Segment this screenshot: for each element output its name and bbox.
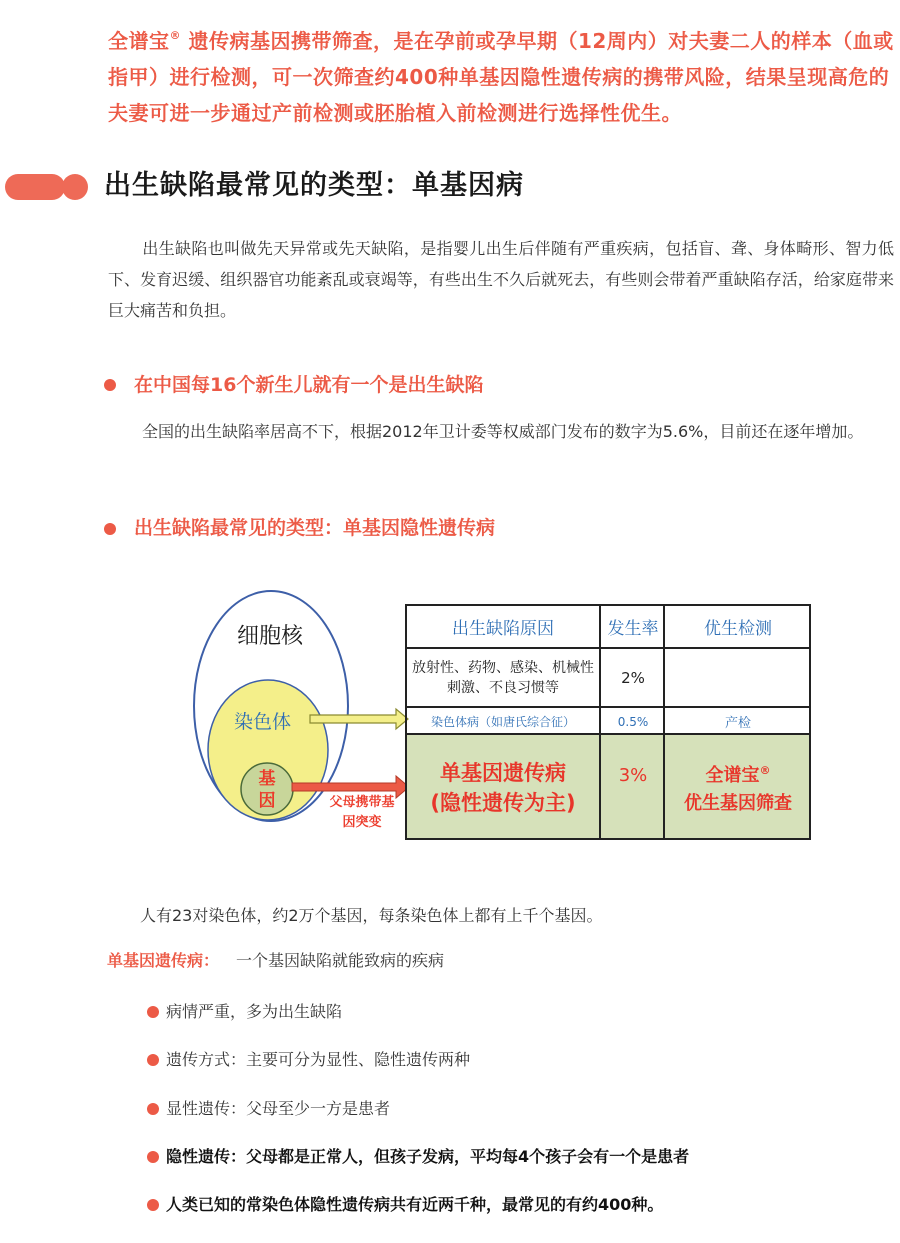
- brand-screening-line: [706, 757, 771, 790]
- table-header-test: 优生检测: [663, 604, 811, 648]
- chromosome-label: 染色体: [234, 711, 292, 733]
- bullet-dot-icon: [147, 1054, 159, 1066]
- definition-text: 一个基因缺陷就能致病的疾病: [236, 951, 445, 970]
- table-row-rate: 0.5%: [599, 706, 665, 735]
- single-gene-disease-label: 单基因遗传病: [440, 760, 566, 785]
- recessive-main-label: (隐性遗传为主): [430, 790, 576, 815]
- brand-name: 全谱宝: [705, 765, 760, 786]
- list-item: 人类已知的常染色体隐性遗传病共有近两千种，最常见的有约400种。: [166, 1195, 664, 1214]
- bullet-dot-icon: [147, 1199, 159, 1211]
- table-header-cause: 出生缺陷原因: [452, 618, 554, 639]
- bullet-dot-icon: [104, 523, 116, 535]
- intro-paragraph: [108, 18, 898, 131]
- section-paragraph: [108, 233, 894, 326]
- table-row-rate: 2%: [599, 647, 665, 707]
- birth-defect-rate-paragraph: [108, 416, 894, 447]
- table-row-cause: 放射性、药物、感染、机械性刺激、不良习惯等: [405, 647, 601, 707]
- birth-defect-rate-text: 全国的出生缺陷率居高不下，根据2012年卫计委等权威部门发布的数字为5.6%，目前还在逐年增加。: [142, 422, 864, 441]
- birth-defect-table: [405, 604, 811, 840]
- registered-mark: ®: [169, 29, 181, 42]
- table-row-test: [663, 647, 811, 707]
- section-title: 出生缺陷最常见的类型：单基因病: [104, 170, 524, 201]
- heading-dot-icon: [62, 174, 88, 200]
- screening-name: 优生基因筛查: [684, 793, 792, 814]
- list-item: 隐性遗传：父母都是正常人，但孩子发病，平均每4个孩子会有一个是患者: [166, 1147, 690, 1166]
- section-paragraph-text: 出生缺陷也叫做先天异常或先天缺陷，是指婴儿出生后伴随有严重疾病，包括盲、聋、身体畸形、智力低下、发育迟缓、组织器官功能紊乱或衰竭等，有些出生不久后就死去，有些则会带着严重缺陷存活，给家庭带来巨大痛苦和负担。: [108, 239, 894, 320]
- table-row-test-highlight: [663, 733, 811, 840]
- intro-text: 遗传病基因携带筛查，是在孕前或孕早期（12周内）对夫妻二人的样本（血或指甲）进行检测，可一次筛查约400种单基因隐性遗传病的携带风险，结果呈现高危的夫妻可进一步通过产前检测或胚胎植入前检测进行选择性优生。: [108, 29, 894, 125]
- subheading-birth-defect-rate: 在中国每16个新生儿就有一个是出生缺陷: [134, 374, 484, 396]
- definition-label: 单基因遗传病：: [107, 951, 220, 970]
- heading-pill-icon: [5, 174, 65, 200]
- bullet-dot-icon: [147, 1103, 159, 1115]
- brand-name: 全谱宝: [108, 29, 170, 53]
- list-item: 病情严重，多为出生缺陷: [166, 1002, 343, 1021]
- table-row-rate-highlight: 3%: [599, 733, 665, 840]
- bullet-dot-icon: [104, 379, 116, 391]
- bullet-dot-icon: [147, 1006, 159, 1018]
- chromosome-fact-text: 人有23对染色体，约2万个基因，每条染色体上都有上千个基因。: [140, 906, 603, 925]
- list-item: 遗传方式：主要可分为显性、隐性遗传两种: [166, 1050, 471, 1069]
- bullet-dot-icon: [147, 1151, 159, 1163]
- gene-label: 基因: [258, 769, 276, 811]
- list-item: 显性遗传：父母至少一方是患者: [166, 1099, 391, 1118]
- table-row-test: 产检: [663, 706, 811, 735]
- parents-carry-mutation-label: 父母携带基因突变: [329, 795, 395, 830]
- table-row-cause-highlight: [405, 733, 601, 840]
- table-row-cause: 染色体病（如唐氏综合征）: [405, 706, 601, 735]
- subheading-common-type: 出生缺陷最常见的类型：单基因隐性遗传病: [134, 517, 496, 539]
- table-header-rate: 发生率: [599, 604, 665, 648]
- nucleus-label: 细胞核: [237, 624, 304, 649]
- registered-mark: ®: [759, 764, 771, 777]
